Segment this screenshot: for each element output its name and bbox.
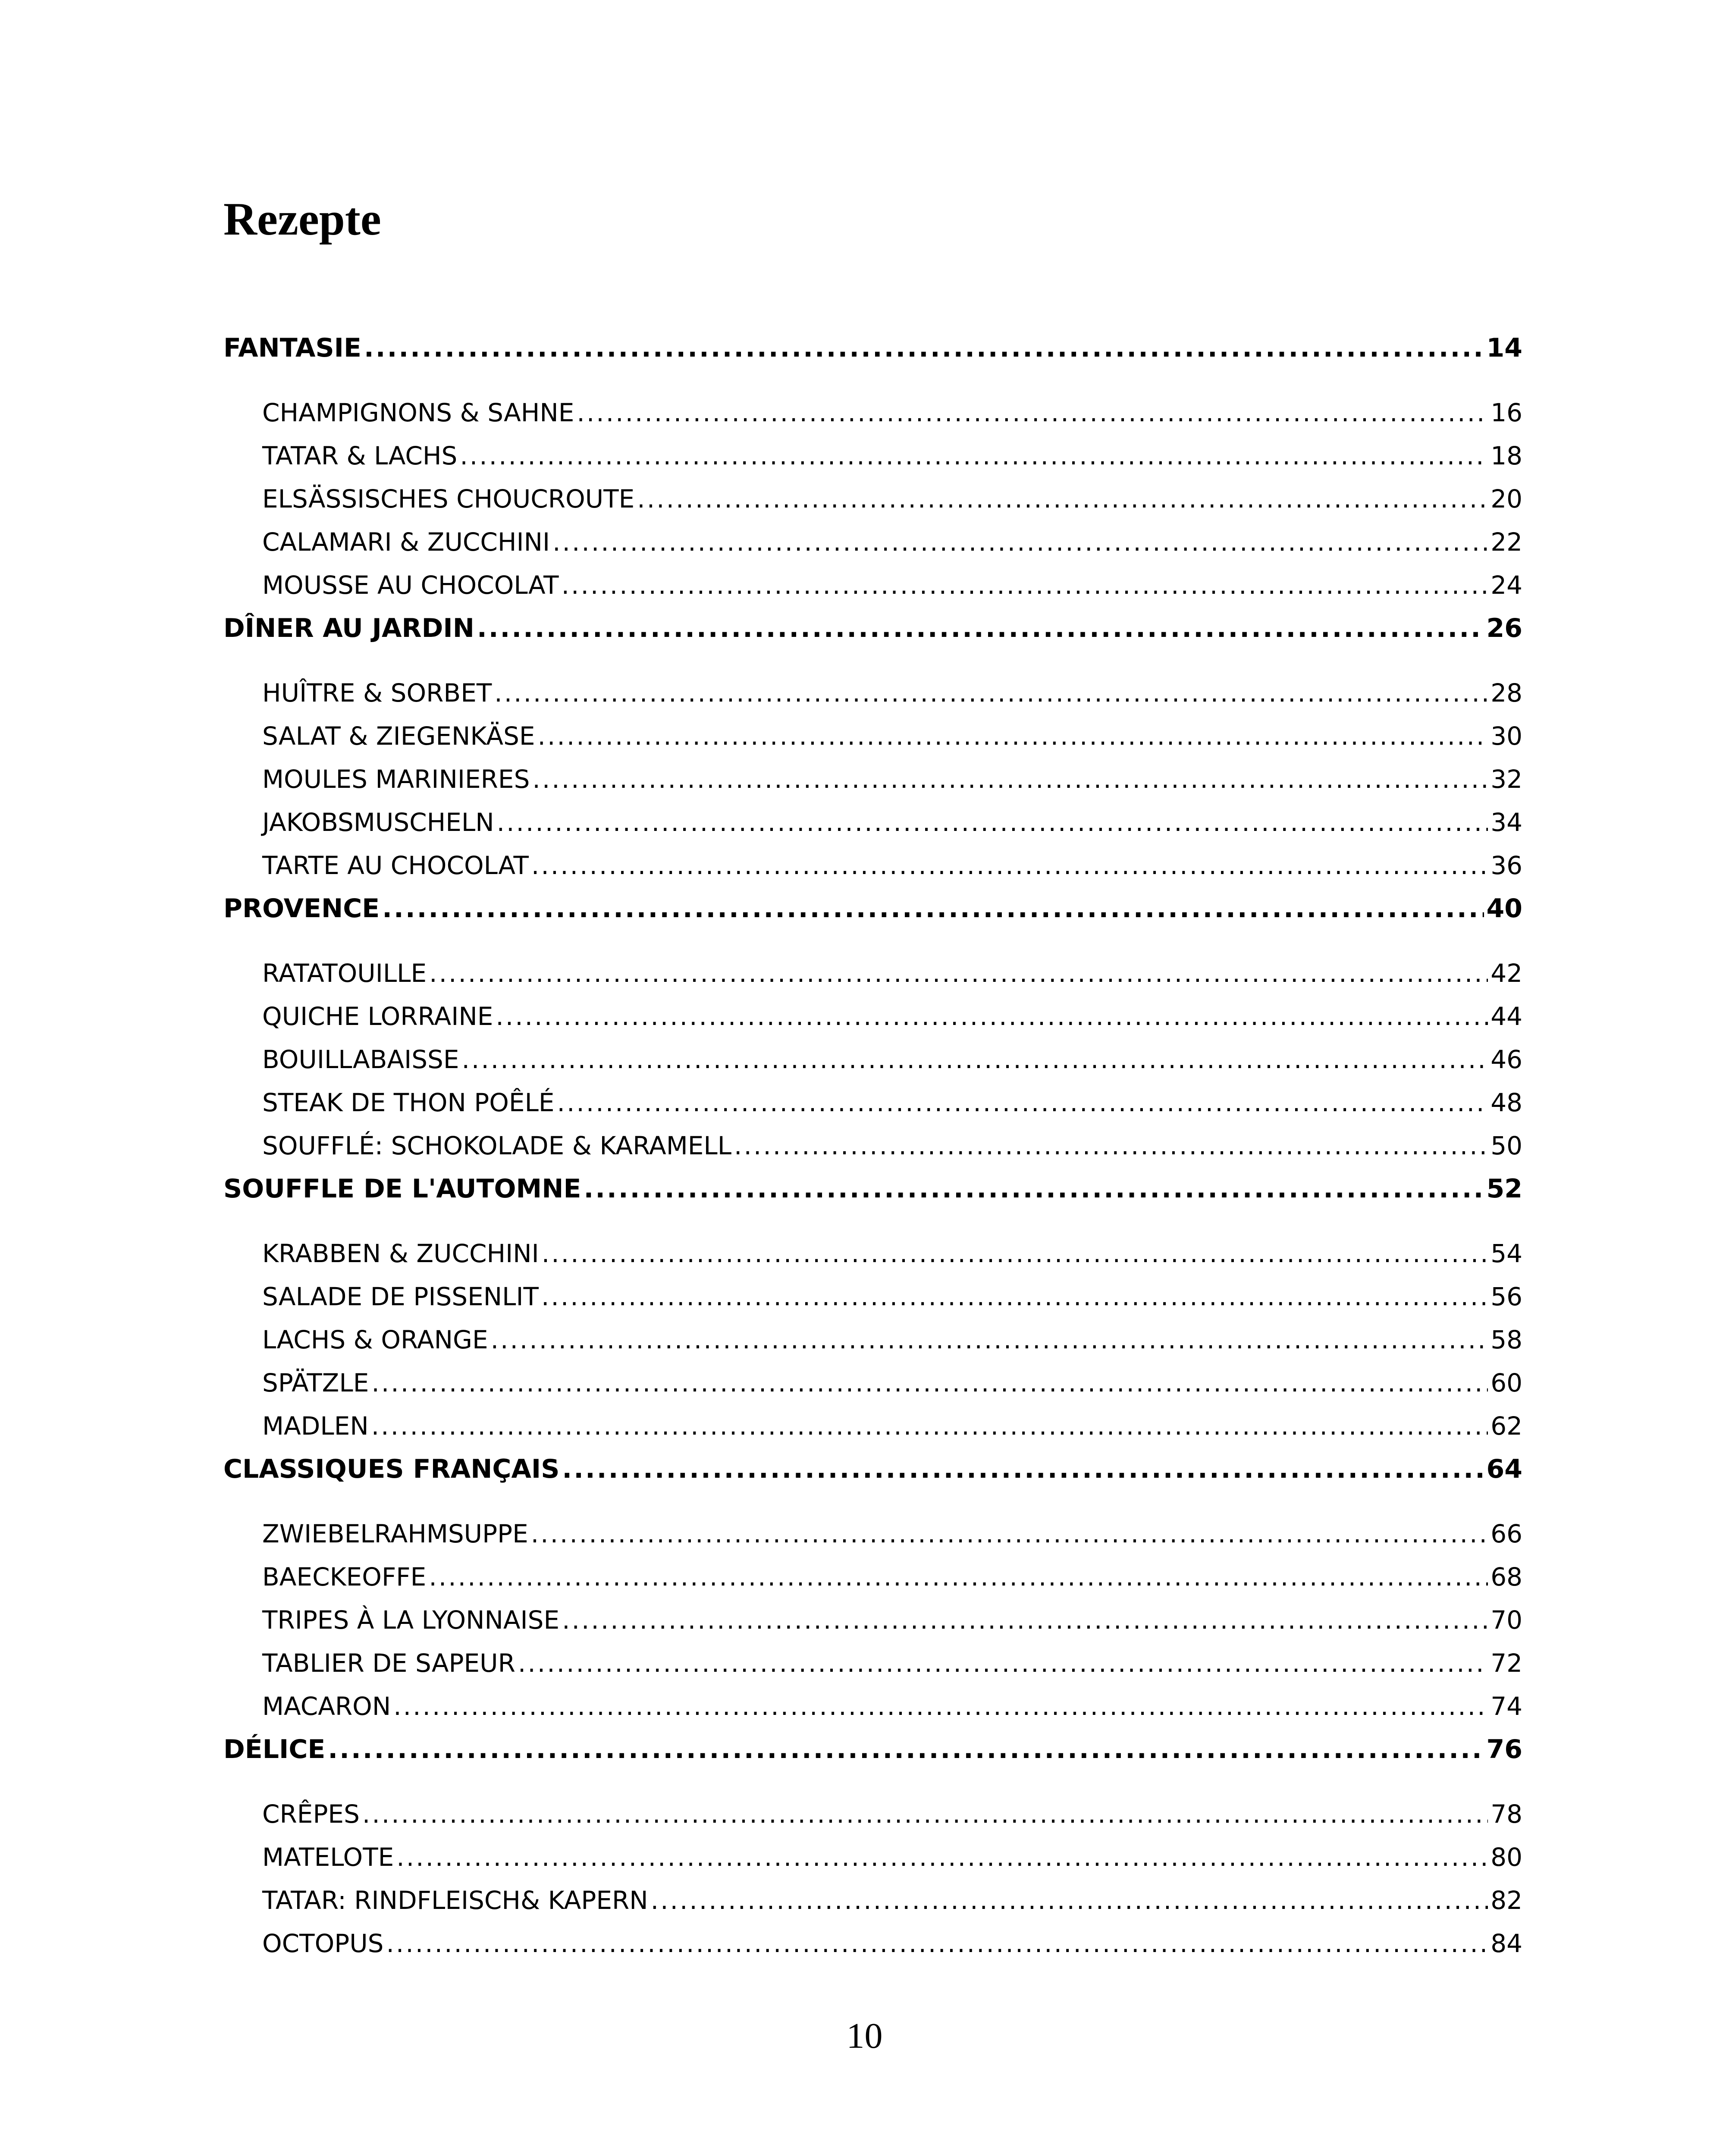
dot-leader bbox=[396, 1836, 1488, 1879]
dot-leader bbox=[542, 1232, 1488, 1275]
toc-recipe-label: TARTE AU CHOCOLAT bbox=[262, 851, 529, 880]
toc-chapter-page-number: 52 bbox=[1486, 1174, 1522, 1204]
toc-section bbox=[223, 887, 1522, 1167]
toc-chapter-label: PROVENCE bbox=[223, 893, 380, 924]
toc-recipe-label: MADLEN bbox=[262, 1411, 369, 1441]
toc-recipe-page-number: 54 bbox=[1491, 1239, 1522, 1268]
toc-recipe[interactable] bbox=[223, 564, 1522, 607]
toc-recipe[interactable] bbox=[223, 1124, 1522, 1167]
toc-recipe-page-number: 74 bbox=[1491, 1692, 1522, 1721]
toc-recipe[interactable] bbox=[223, 391, 1522, 434]
toc-recipe[interactable] bbox=[223, 1598, 1522, 1642]
dot-leader bbox=[637, 477, 1488, 520]
toc-recipe-label: MATELOTE bbox=[262, 1843, 394, 1872]
toc-recipe-page-number: 80 bbox=[1491, 1843, 1522, 1872]
toc-recipe-label: ELSÄSSISCHES CHOUCROUTE bbox=[262, 484, 635, 514]
toc-recipe-label: SOUFFLÉ: SCHOKOLADE & KARAMELL bbox=[262, 1131, 732, 1160]
toc-chapter[interactable] bbox=[223, 607, 1522, 650]
toc-section bbox=[223, 1728, 1522, 1965]
toc-recipe[interactable] bbox=[223, 1361, 1522, 1404]
toc-recipe-label: QUICHE LORRAINE bbox=[262, 1002, 493, 1031]
page-number: 10 bbox=[846, 2016, 883, 2056]
toc-chapter[interactable] bbox=[223, 887, 1522, 930]
dot-leader bbox=[460, 434, 1488, 477]
toc-recipe-label: JAKOBSMUSCHELN bbox=[262, 808, 494, 837]
dot-leader bbox=[496, 995, 1488, 1038]
toc-section bbox=[223, 1448, 1522, 1728]
dot-leader bbox=[461, 1038, 1488, 1081]
toc-recipe[interactable] bbox=[223, 1836, 1522, 1879]
toc-recipe-label: SPÄTZLE bbox=[262, 1368, 369, 1398]
dot-leader bbox=[371, 1361, 1488, 1404]
toc-recipe-page-number: 66 bbox=[1491, 1519, 1522, 1548]
toc-recipe-page-number: 50 bbox=[1491, 1131, 1522, 1160]
toc-recipe-page-number: 22 bbox=[1491, 527, 1522, 557]
toc-recipe-page-number: 62 bbox=[1491, 1411, 1522, 1441]
dot-leader bbox=[497, 801, 1488, 844]
toc-recipe[interactable] bbox=[223, 995, 1522, 1038]
toc-section bbox=[223, 607, 1522, 887]
dot-leader bbox=[531, 844, 1488, 887]
dot-leader bbox=[364, 326, 1484, 370]
toc-recipe-label: OCTOPUS bbox=[262, 1929, 384, 1958]
toc-recipe-page-number: 48 bbox=[1491, 1088, 1522, 1117]
toc-chapter[interactable] bbox=[223, 1167, 1522, 1210]
dot-leader bbox=[382, 887, 1484, 930]
toc-recipe[interactable] bbox=[223, 1879, 1522, 1922]
toc-section bbox=[223, 1167, 1522, 1448]
toc-recipe-label: RATATOUILLE bbox=[262, 959, 427, 988]
toc-recipe-label: MACARON bbox=[262, 1692, 391, 1721]
toc-recipe-label: TATAR: RINDFLEISCH& KAPERN bbox=[262, 1886, 648, 1915]
toc-chapter-page-number: 40 bbox=[1486, 893, 1522, 924]
toc-recipe[interactable] bbox=[223, 1685, 1522, 1728]
toc-chapter[interactable] bbox=[223, 1448, 1522, 1491]
dot-leader bbox=[491, 1318, 1488, 1361]
toc-recipe-page-number: 72 bbox=[1491, 1648, 1522, 1678]
toc-recipe-label: BAECKEOFFE bbox=[262, 1562, 427, 1592]
toc-recipe-label: KRABBEN & ZUCCHINI bbox=[262, 1239, 539, 1268]
toc-recipe[interactable] bbox=[223, 1555, 1522, 1598]
toc-recipe-page-number: 32 bbox=[1491, 765, 1522, 794]
dot-leader bbox=[651, 1879, 1488, 1922]
toc-recipe-label: MOUSSE AU CHOCOLAT bbox=[262, 570, 559, 600]
toc-recipe[interactable] bbox=[223, 1922, 1522, 1965]
dot-leader bbox=[429, 952, 1488, 995]
toc-recipe[interactable] bbox=[223, 477, 1522, 520]
toc-recipe[interactable] bbox=[223, 1642, 1522, 1685]
toc-recipe-page-number: 30 bbox=[1491, 721, 1522, 751]
dot-leader bbox=[577, 391, 1488, 434]
toc-chapter[interactable] bbox=[223, 326, 1522, 370]
toc-recipe-label: TRIPES À LA LYONNAISE bbox=[262, 1605, 560, 1635]
toc-chapter-page-number: 76 bbox=[1486, 1734, 1522, 1764]
dot-leader bbox=[541, 1275, 1488, 1318]
toc-chapter-label: SOUFFLE DE L'AUTOMNE bbox=[223, 1174, 581, 1204]
toc-recipe[interactable] bbox=[223, 1081, 1522, 1124]
toc-recipe[interactable] bbox=[223, 1038, 1522, 1081]
toc-recipe[interactable] bbox=[223, 671, 1522, 714]
toc-recipe-page-number: 36 bbox=[1491, 851, 1522, 880]
toc-section bbox=[223, 326, 1522, 607]
dot-leader bbox=[562, 1448, 1484, 1491]
dot-leader bbox=[552, 520, 1488, 564]
dot-leader bbox=[393, 1685, 1488, 1728]
toc-recipe-page-number: 44 bbox=[1491, 1002, 1522, 1031]
toc-recipe-label: TABLIER DE SAPEUR bbox=[262, 1648, 515, 1678]
dot-leader bbox=[562, 1598, 1488, 1642]
toc-recipe[interactable] bbox=[223, 1318, 1522, 1361]
toc-recipe-page-number: 28 bbox=[1491, 678, 1522, 708]
toc-recipe-page-number: 56 bbox=[1491, 1282, 1522, 1311]
toc-recipe[interactable] bbox=[223, 801, 1522, 844]
toc-recipe-page-number: 68 bbox=[1491, 1562, 1522, 1592]
toc-recipe-label: SALADE DE PISSENLIT bbox=[262, 1282, 539, 1311]
toc-recipe[interactable] bbox=[223, 1232, 1522, 1275]
toc-recipe[interactable] bbox=[223, 1512, 1522, 1555]
toc-recipe[interactable] bbox=[223, 714, 1522, 758]
dot-leader bbox=[557, 1081, 1488, 1124]
toc-recipe-label: SALAT & ZIEGENKÄSE bbox=[262, 721, 535, 751]
dot-leader bbox=[429, 1555, 1488, 1598]
toc-recipe-label: TATAR & LACHS bbox=[262, 441, 458, 470]
toc-recipe[interactable] bbox=[223, 434, 1522, 477]
toc-recipe-label: CHAMPIGNONS & SAHNE bbox=[262, 398, 574, 427]
dot-leader bbox=[362, 1792, 1488, 1836]
table-of-contents bbox=[223, 326, 1522, 1965]
toc-recipe-page-number: 42 bbox=[1491, 959, 1522, 988]
dot-leader bbox=[734, 1124, 1488, 1167]
dot-leader bbox=[538, 714, 1488, 758]
toc-recipe[interactable] bbox=[223, 1275, 1522, 1318]
toc-recipe-page-number: 24 bbox=[1491, 570, 1522, 600]
toc-recipe[interactable] bbox=[223, 758, 1522, 801]
toc-recipe-page-number: 20 bbox=[1491, 484, 1522, 514]
toc-recipe-label: CALAMARI & ZUCCHINI bbox=[262, 527, 550, 557]
dot-leader bbox=[584, 1167, 1484, 1210]
toc-recipe-page-number: 78 bbox=[1491, 1799, 1522, 1829]
dot-leader bbox=[328, 1728, 1484, 1771]
toc-chapter-page-number: 64 bbox=[1486, 1454, 1522, 1484]
toc-recipe[interactable] bbox=[223, 844, 1522, 887]
toc-chapter-label: DÎNER AU JARDIN bbox=[223, 613, 474, 643]
dot-leader bbox=[494, 671, 1488, 714]
toc-recipe[interactable] bbox=[223, 520, 1522, 564]
toc-recipe-page-number: 84 bbox=[1491, 1929, 1522, 1958]
dot-leader bbox=[477, 607, 1484, 650]
toc-chapter[interactable] bbox=[223, 1728, 1522, 1771]
toc-recipe-page-number: 60 bbox=[1491, 1368, 1522, 1398]
toc-chapter-page-number: 26 bbox=[1486, 613, 1522, 643]
page-title: Rezepte bbox=[223, 194, 381, 245]
toc-chapter-label: FANTASIE bbox=[223, 333, 361, 363]
toc-recipe-page-number: 34 bbox=[1491, 808, 1522, 837]
dot-leader bbox=[562, 564, 1488, 607]
toc-recipe-label: STEAK DE THON POÊLÉ bbox=[262, 1088, 555, 1117]
toc-recipe-page-number: 70 bbox=[1491, 1605, 1522, 1635]
toc-recipe-label: HUÎTRE & SORBET bbox=[262, 678, 492, 708]
toc-recipe-page-number: 46 bbox=[1491, 1045, 1522, 1074]
dot-leader bbox=[531, 1512, 1488, 1555]
dot-leader bbox=[386, 1922, 1488, 1965]
toc-recipe-page-number: 16 bbox=[1491, 398, 1522, 427]
toc-recipe[interactable] bbox=[223, 1792, 1522, 1836]
dot-leader bbox=[532, 758, 1488, 801]
toc-chapter-label: DÉLICE bbox=[223, 1734, 326, 1764]
toc-chapter-label: CLASSIQUES FRANÇAIS bbox=[223, 1454, 560, 1484]
toc-recipe-page-number: 58 bbox=[1491, 1325, 1522, 1354]
toc-recipe-page-number: 18 bbox=[1491, 441, 1522, 470]
toc-recipe-page-number: 82 bbox=[1491, 1886, 1522, 1915]
toc-recipe-label: CRÊPES bbox=[262, 1799, 360, 1829]
toc-recipe-label: ZWIEBELRAHMSUPPE bbox=[262, 1519, 528, 1548]
toc-recipe-label: LACHS & ORANGE bbox=[262, 1325, 488, 1354]
toc-recipe[interactable] bbox=[223, 952, 1522, 995]
toc-recipe[interactable] bbox=[223, 1404, 1522, 1448]
toc-recipe-label: MOULES MARINIERES bbox=[262, 765, 530, 794]
toc-recipe-label: BOUILLABAISSE bbox=[262, 1045, 459, 1074]
dot-leader bbox=[371, 1404, 1488, 1448]
toc-chapter-page-number: 14 bbox=[1486, 333, 1522, 363]
dot-leader bbox=[518, 1642, 1488, 1685]
